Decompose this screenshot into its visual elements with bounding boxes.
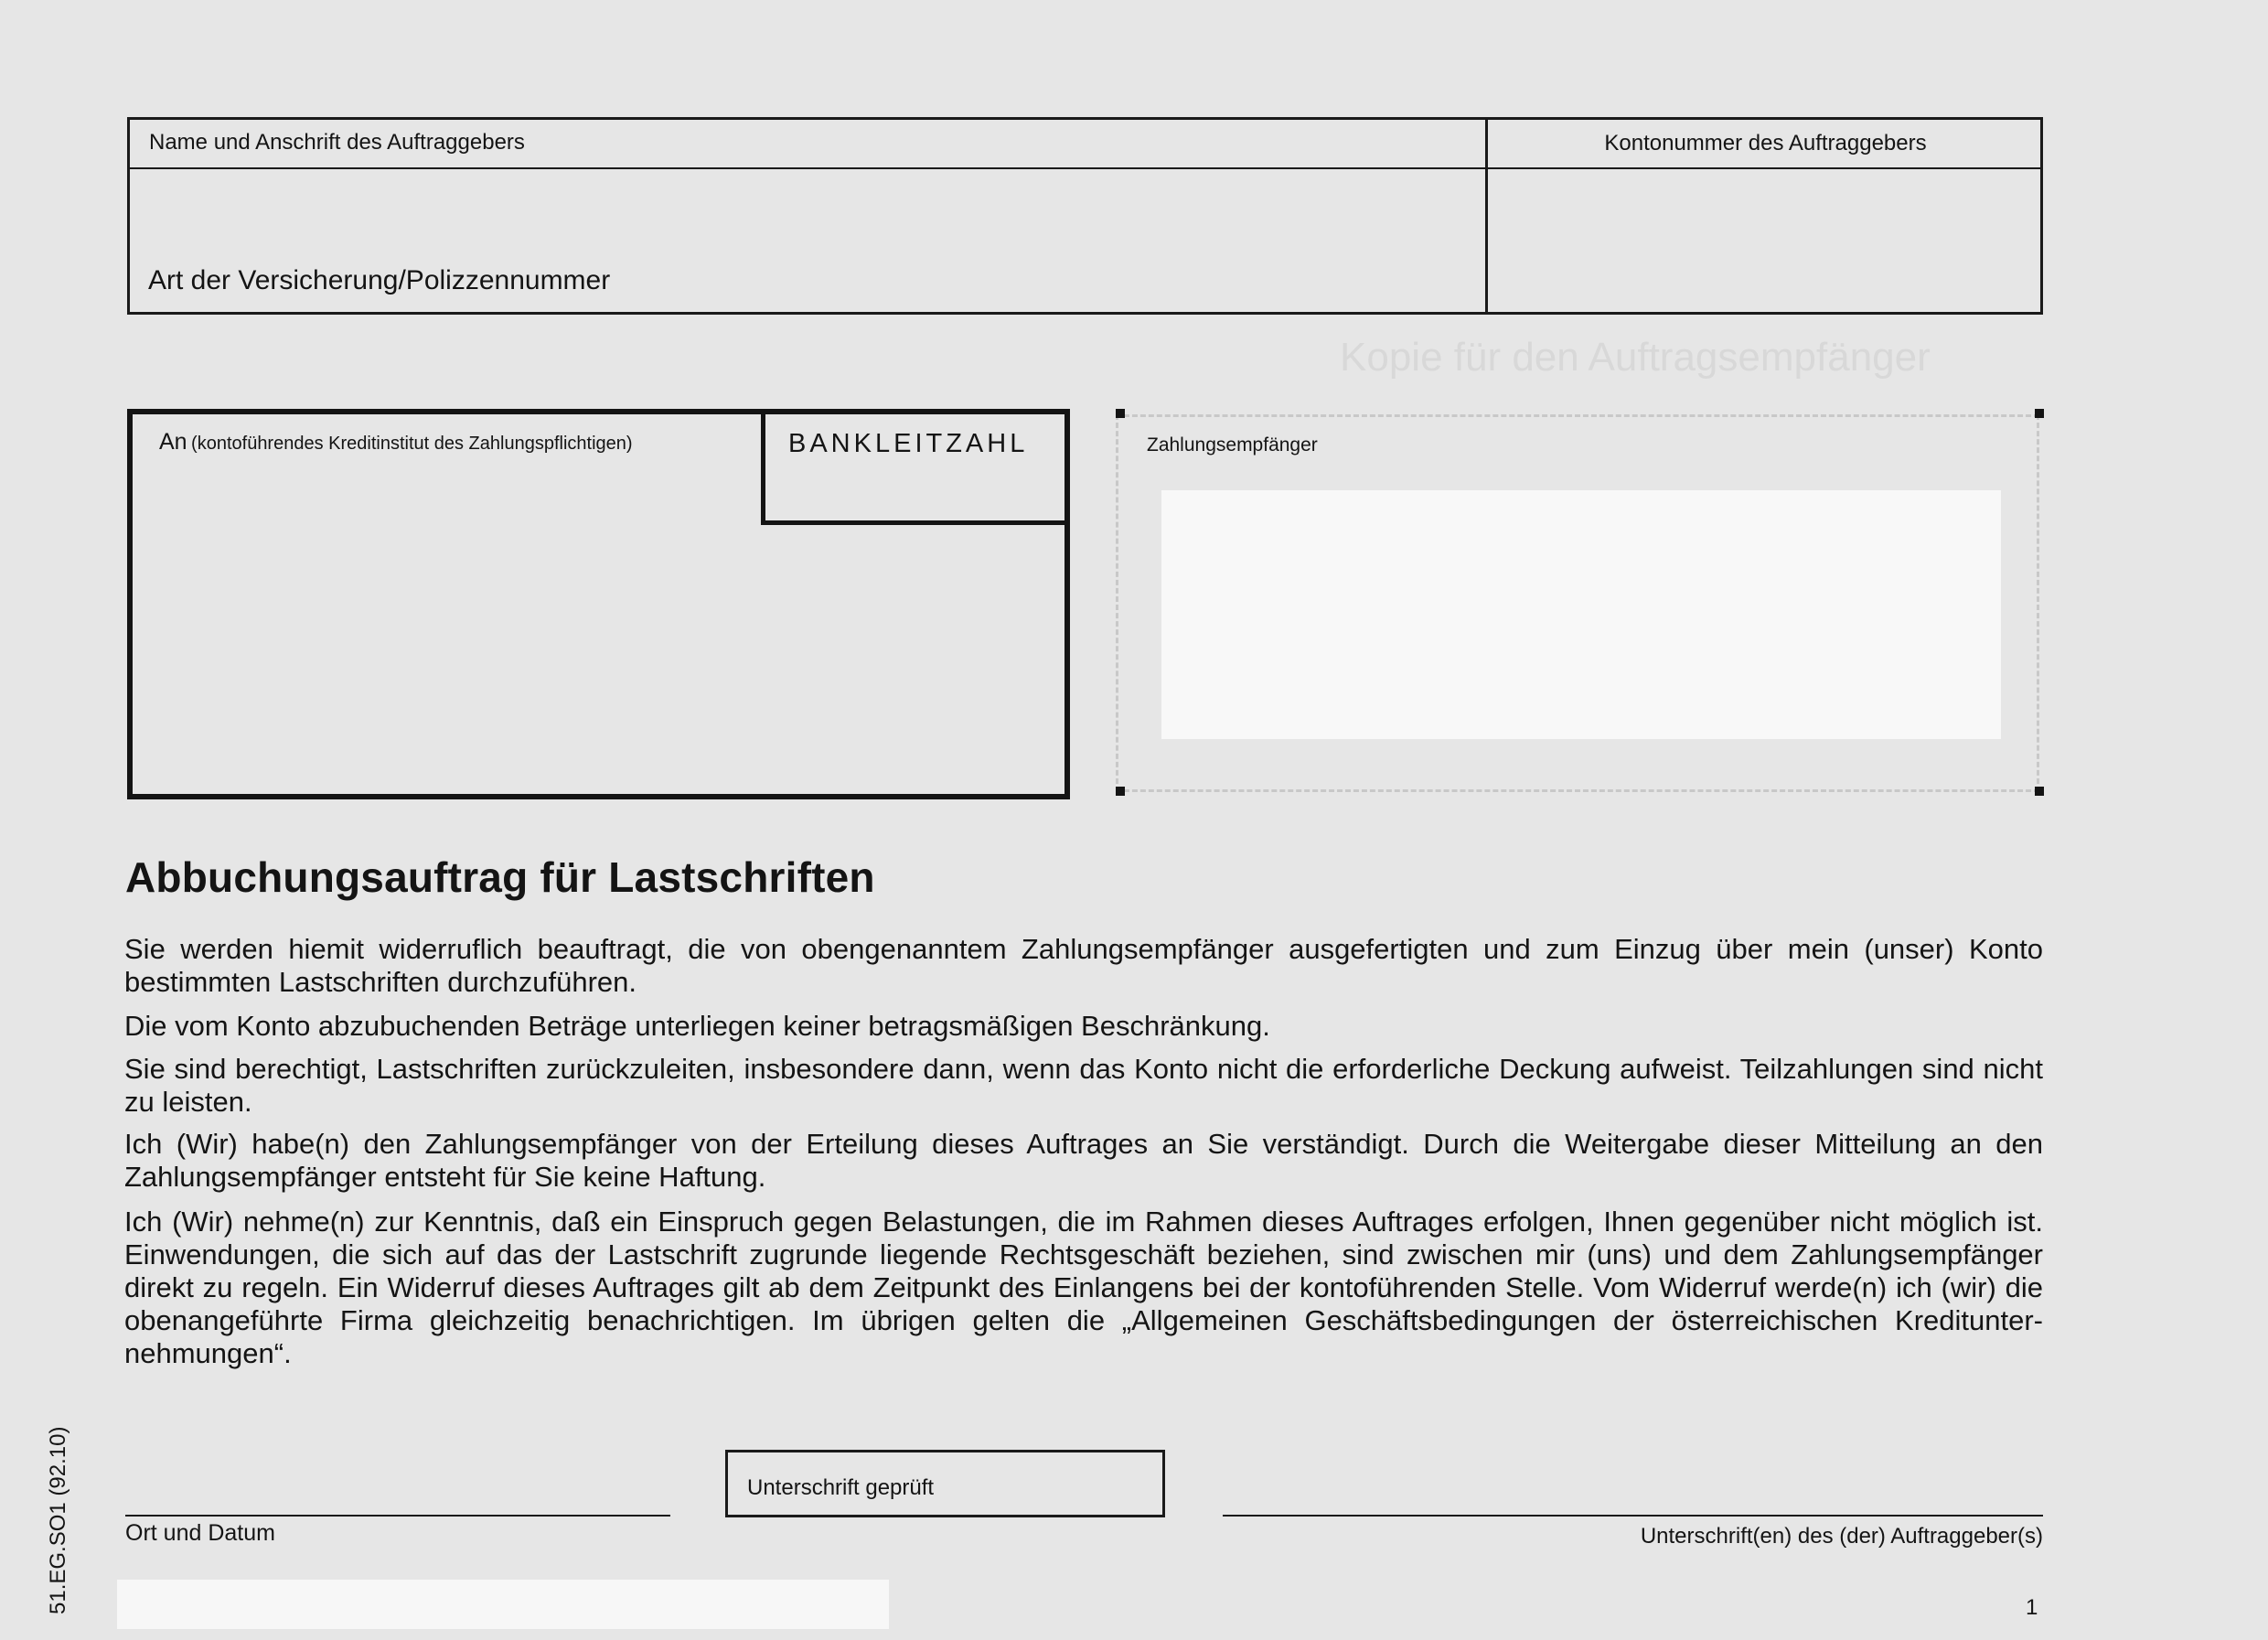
signature-checked-label: Unterschrift geprüft [747,1475,935,1500]
place-date-line [125,1515,670,1517]
bank-to-label: An [159,429,187,455]
payee-corner-mark [1116,787,1125,796]
paragraph: Sie sind berechtigt, Lastschriften zurückzuleiten, insbesondere dann, wenn das Konto nicht die erforderliche Deckung aufweist. Teilzahlungen sind nicht zu leisten. [124,1053,2043,1118]
form-title: Abbuchungsauftrag für Lastschriften [125,853,875,901]
payee-corner-mark [1116,409,1125,418]
account-number-label: Kontonummer des Auftraggebers [1604,131,1927,155]
payee-corner-mark [2035,409,2044,418]
sort-code-box[interactable] [761,409,1070,525]
principal-signature-label: Unterschrift(en) des (der) Auftraggeber(s) [1640,1524,2043,1549]
payee-address-field [1161,490,2001,739]
paragraph: Sie werden hiemit widerruflich beauftragt, die von obengenanntem Zahlungsempfänger ausgefertigten und zum Einzug über mein (unser) Konto bestimmten Lastschriften durchzuführen. [124,933,2043,998]
faint-copy-stamp: Kopie für den Auftragsempfänger [1340,335,1931,380]
payee-label: Zahlungsempfänger [1147,434,1318,456]
white-strip [117,1580,889,1629]
place-date-label: Ort und Datum [125,1520,275,1546]
page-number: 1 [2026,1595,2038,1620]
principal-signature-field[interactable] [1223,1463,2043,1513]
account-number-field[interactable] [1488,169,2040,315]
sort-code-label: BANKLEITZAHL [788,429,1029,458]
bank-to-note: (kontoführendes Kreditinstitut des Zahlungspflichtigen) [191,434,633,454]
bank-label [159,429,633,456]
bank-name-field[interactable] [146,531,1052,787]
place-date-field[interactable] [125,1463,670,1513]
paragraph: Ich (Wir) habe(n) den Zahlungsempfänger von der Erteilung dieses Auftrages an Sie verständigt. Durch die Weitergabe dieser Mitteilung an den Zahlungsempfänger entsteht für Sie keine Haftung. [124,1128,2043,1193]
paragraph: Ich (Wir) nehme(n) zur Kenntnis, daß ein Einspruch gegen Belastungen, die im Rahmen dieses Auftrages erfolgen, Ihnen gegenüber nicht möglich ist. Einwendungen, die sich auf das der Lastschrift zugrunde liegende Rechtsgeschäft beziehen, sind zwischen mir (uns) und dem Zahlungsempfänger direkt zu regeln. Ein Widerruf dieses Auftrages gilt ab dem Zeitpunkt des Einlangens bei der kontoführenden Stelle. Vom Widerruf werde(n) ich (wir) die obenangeführte Firma gleichzeitig benachrichtigen. Im übrigen gelten die „Allgemeinen Geschäftsbedingungen der österreichischen Kreditunter-nehmungen“. [124,1206,2043,1369]
form-code: 51.EG.SO1 (92.10) [46,1426,70,1614]
principal-name-label: Name und Anschrift des Auftraggebers [149,130,525,155]
payee-corner-mark [2035,787,2044,796]
paragraph: Die vom Konto abzubuchenden Beträge unterliegen keiner betragsmäßigen Beschränkung. [124,1010,1270,1042]
insurance-policy-label: Art der Versicherung/Polizzennummer [148,265,611,295]
principal-signature-line [1223,1515,2043,1517]
